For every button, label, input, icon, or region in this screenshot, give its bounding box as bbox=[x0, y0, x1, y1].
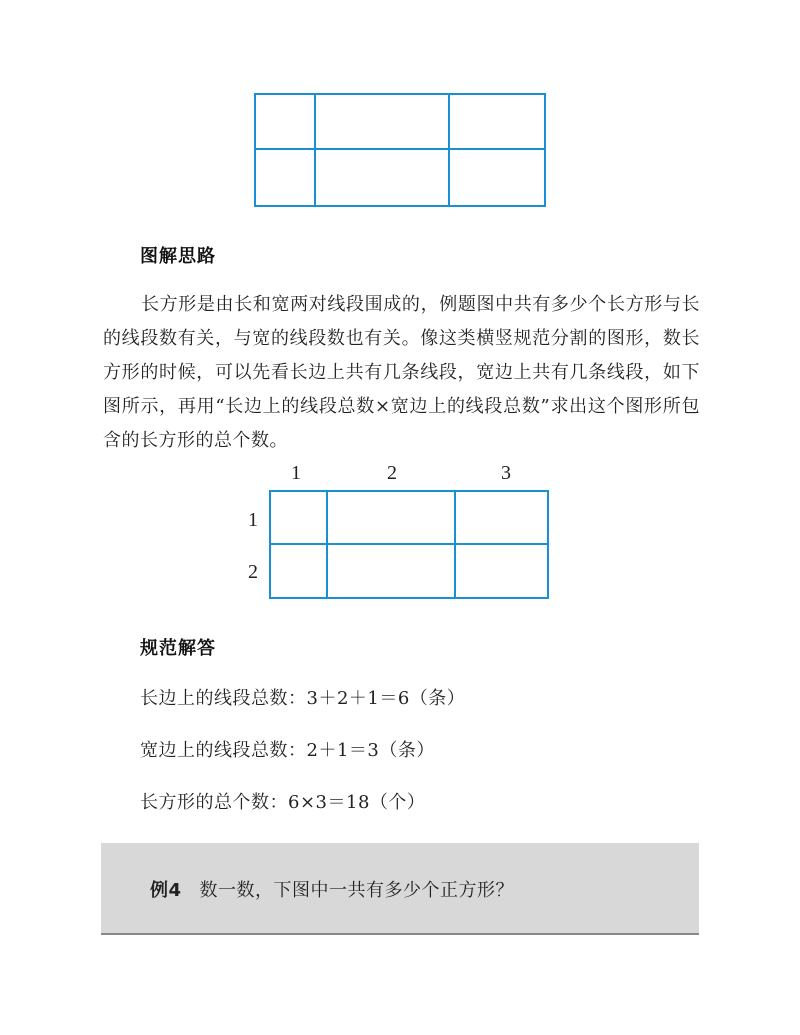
top-rectangle-figure bbox=[250, 90, 550, 210]
answer-line-1: 长边上的线段总数：3＋2＋1＝6（条） bbox=[140, 688, 466, 709]
section-heading-answer: 规范解答 bbox=[140, 638, 216, 659]
col-label-3: 3 bbox=[501, 462, 511, 484]
example-4 bbox=[150, 876, 514, 902]
row-label-1: 1 bbox=[248, 509, 258, 531]
answer-line-2: 宽边上的线段总数：2＋1＝3（条） bbox=[140, 740, 435, 761]
row-label-2: 2 bbox=[248, 561, 258, 583]
col-label-2: 2 bbox=[387, 462, 397, 484]
answer-line-3: 长方形的总个数：6×3＝18（个） bbox=[140, 792, 426, 813]
labeled-rectangle-figure bbox=[266, 488, 552, 602]
analysis-paragraph: 长方形是由长和宽两对线段围成的，例题图中共有多少个长方形与长的线段数有关，与宽的线段数也有关。像这类横竖规范分割的图形，数长方形的时候，可以先看长边上共有几条线段，宽边上共有几条线段，如下图所示，再用“长边上的线段总数×宽边上的线段总数”求出这个图形所包含的长方形的总个数。 bbox=[103, 294, 700, 451]
section-heading-analysis: 图解思路 bbox=[140, 246, 216, 267]
col-label-1: 1 bbox=[291, 462, 301, 484]
example-tag: 例4 bbox=[150, 880, 182, 901]
example-question: 数一数，下图中一共有多少个正方形？ bbox=[199, 880, 515, 901]
